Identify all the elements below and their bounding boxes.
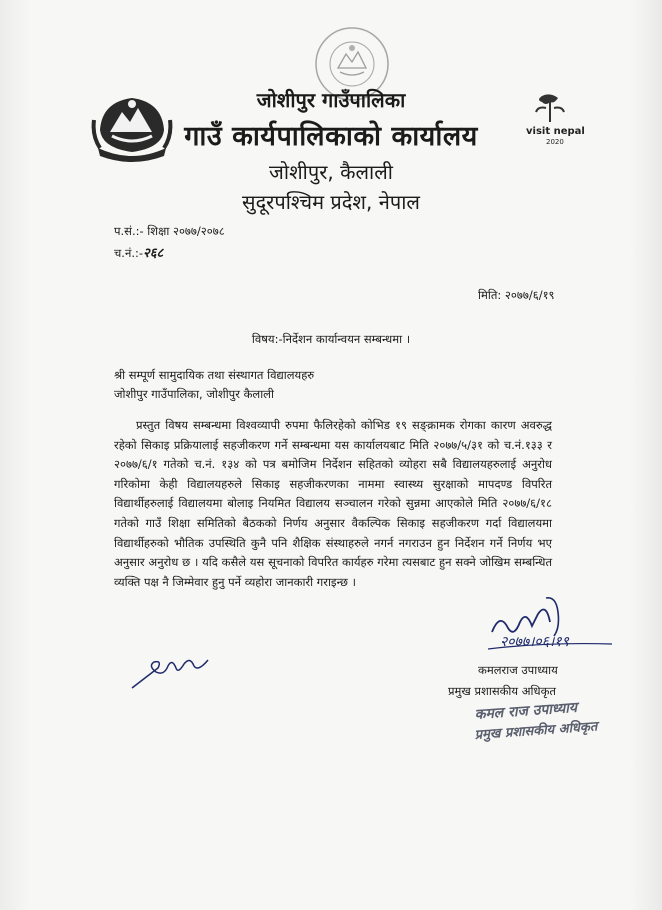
visit-logo-year: 2020 [546,138,564,146]
dispatch-number [114,243,163,261]
signatory-title: प्रमुख प्रशासकीय अधिकृत [448,684,556,698]
dispatch-number-value: २६८ [143,246,164,261]
name-stamp: कमल राज उपाध्याय [474,699,578,723]
signature-date: २०७७।०६।१९ [500,634,569,650]
visit-logo-text: visit nepal [526,126,585,137]
signatory-name: कमलराज उपाध्याय [478,663,558,677]
recipient-line-2: जोशीपुर गाउँपालिका, जोशीपुर कैलाली [114,387,274,401]
letter-subject: विषय:-निर्देशन कार्यान्वयन सम्बन्धमा । [251,332,411,346]
reference-number: प.सं.:- शिक्षा २०७७/२०७८ [114,224,225,238]
office-location: जोशीपुर, कैलाली [269,160,393,184]
letter-body: प्रस्तुत विषय सम्बन्धमा विश्वव्यापी रुपमा फैलिरहेको कोभिड १९ सङ्क्रामक रोगका कारण अवरुद्ध रहेको सिकाइ प्रक्रियालाई सहजीकरण गर्ने सम्बन्धमा यस कार्यालयबाट मिति २०७७/५/३१ को च.नं.१३३ र २०७७/६/१ गतेको च.नं. १३४ को पत्र बमोजिम निर्देशन सहितको व्योहरा सबै विद्यालयहरुलाई अनुरोध गरिकोमा केही विद्यालयहरुले सिकाइ सहजीकरणका नाममा स्वास्थ्य सुरक्षाको मापदण्ड विपरित विद्यार्थीहरुलाई विद्यालयमा बोलाइ नियमित विद्यालय सञ्चालन गरेको सुन्नमा आएकोले मिति २०७७/६/१८ गतेको गाउँ शिक्षा समितिको बैठकको निर्णय अनुसार वैकल्पिक सिकाइ सहजीकरण गर्दा विद्यालयमा विद्यार्थीहरुको भौतिक उपस्थिति कुनै पनि शैक्षिक संस्थाहरुले नगर्न नगराउन हुन निर्देशन गर्ने निर्णय भए अनुसार अनुरोध छ । यदि कसैले यस सूचनाको विपरित कार्यहरु गरेमा त्यसबाट हुन सक्ने जोखिम सम्बन्धित व्यक्ति पक्ष नै जिम्मेवार हुनु पर्ने व्यहोरा जानकारी गराइन्छ । [114,418,552,589]
recipient-line-1: श्री सम्पूर्ण सामुदायिक तथा संस्थागत विद्यालयहरु [114,368,315,382]
office-name: गाउँ कार्यपालिकाको कार्यालय [184,121,478,152]
province-country: सुदूरपश्चिम प्रदेश, नेपाल [242,190,420,214]
municipality-name: जोशीपुर गाउँपालिका [256,88,406,112]
letter-date: मिति: २०७७/६/१९ [478,288,555,302]
title-stamp: प्रमुख प्रशासकीय अधिकृत [474,719,598,743]
handwritten-initials [128,646,218,692]
dispatch-number-label: च.नं.:- [114,246,144,260]
handwritten-signature [486,592,616,652]
